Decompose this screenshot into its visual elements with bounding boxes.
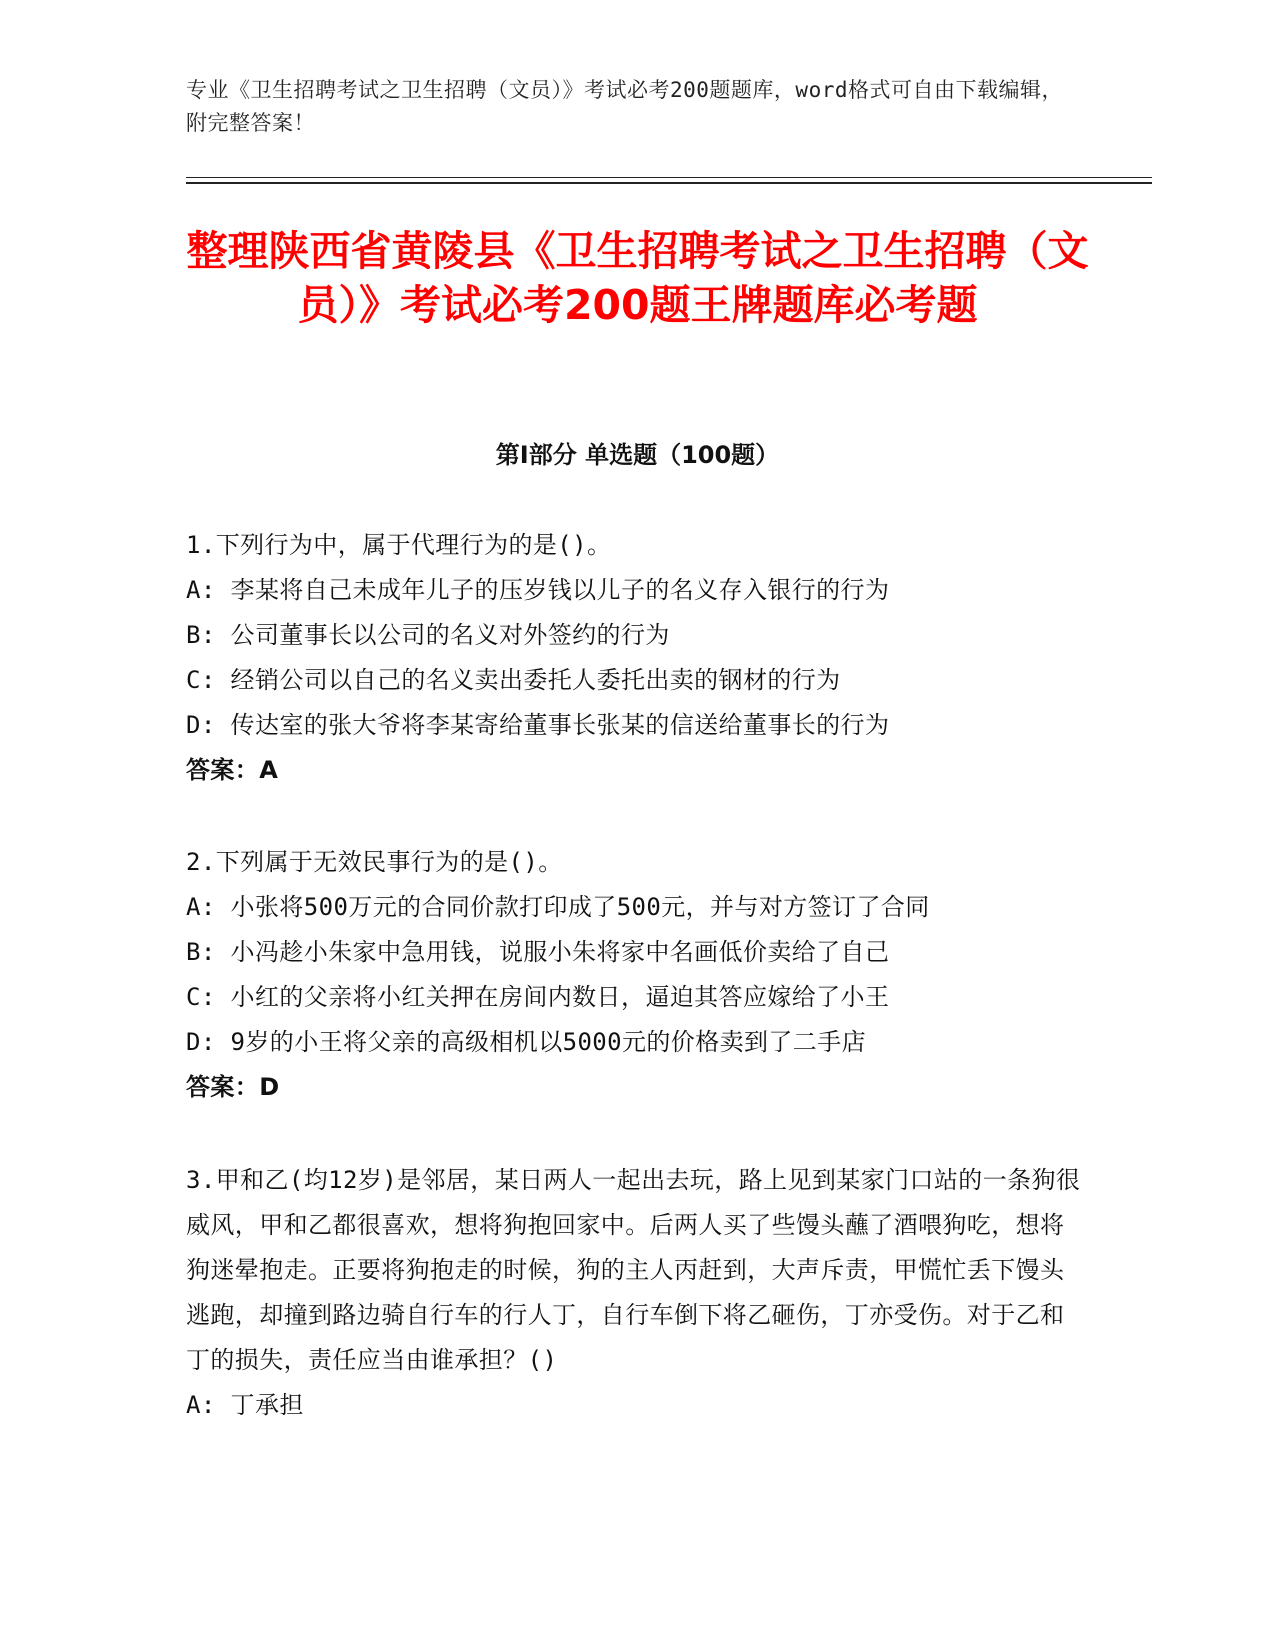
header-divider-thick [186,182,1152,184]
section-heading: 第I部分 单选题（100题） [495,441,780,469]
option-b: B: 公司董事长以公司的名义对外签约的行为 [186,621,670,649]
question-text: 1.下列行为中，属于代理行为的是()。 [186,531,612,559]
header-note: 专业《卫生招聘考试之卫生招聘（文员）》考试必考200题题库，word格式可自由下载编辑，附完整答案！ [186,78,1063,135]
question-2 [186,840,1086,1110]
header-divider-thin [186,177,1152,178]
question-text: 2.下列属于无效民事行为的是()。 [186,848,563,876]
option-c: C: 经销公司以自己的名义卖出委托人委托出卖的钢材的行为 [186,666,841,694]
document-title: 整理陕西省黄陵县《卫生招聘考试之卫生招聘（文员）》考试必考200题王牌题库必考题 [186,227,1089,329]
option-d: D: 传达室的张大爷将李某寄给董事长张某的信送给董事长的行为 [186,711,890,739]
option-a: A: 李某将自己未成年儿子的压岁钱以儿子的名义存入银行的行为 [186,576,890,604]
question-text: 3.甲和乙(均12岁)是邻居，某日两人一起出去玩，路上见到某家门口站的一条狗很威风，甲和乙都很喜欢，想将狗抱回家中。后两人买了些馒头蘸了酒喂狗吃，想将狗迷晕抱走。正要将狗抱走的时候，狗的主人丙赶到，大声斥责，甲慌忙丢下馒头逃跑，却撞到路边骑自行车的行人丁，自行车倒下将乙砸伤，丁亦受伤。对于乙和丁的损失，责任应当由谁承担？() [186,1166,1081,1374]
option-a: A: 小张将500万元的合同价款打印成了500元，并与对方签订了合同 [186,893,930,921]
option-a: A: 丁承担 [186,1391,304,1419]
question-3 [186,1158,1086,1428]
option-d: D: 9岁的小王将父亲的高级相机以5000元的价格卖到了二手店 [186,1028,866,1056]
question-1 [186,523,1086,793]
answer: 答案：A [186,756,279,784]
option-b: B: 小冯趁小朱家中急用钱，说服小朱将家中名画低价卖给了自己 [186,938,890,966]
answer: 答案：D [186,1073,280,1101]
option-c: C: 小红的父亲将小红关押在房间内数日，逼迫其答应嫁给了小王 [186,983,890,1011]
